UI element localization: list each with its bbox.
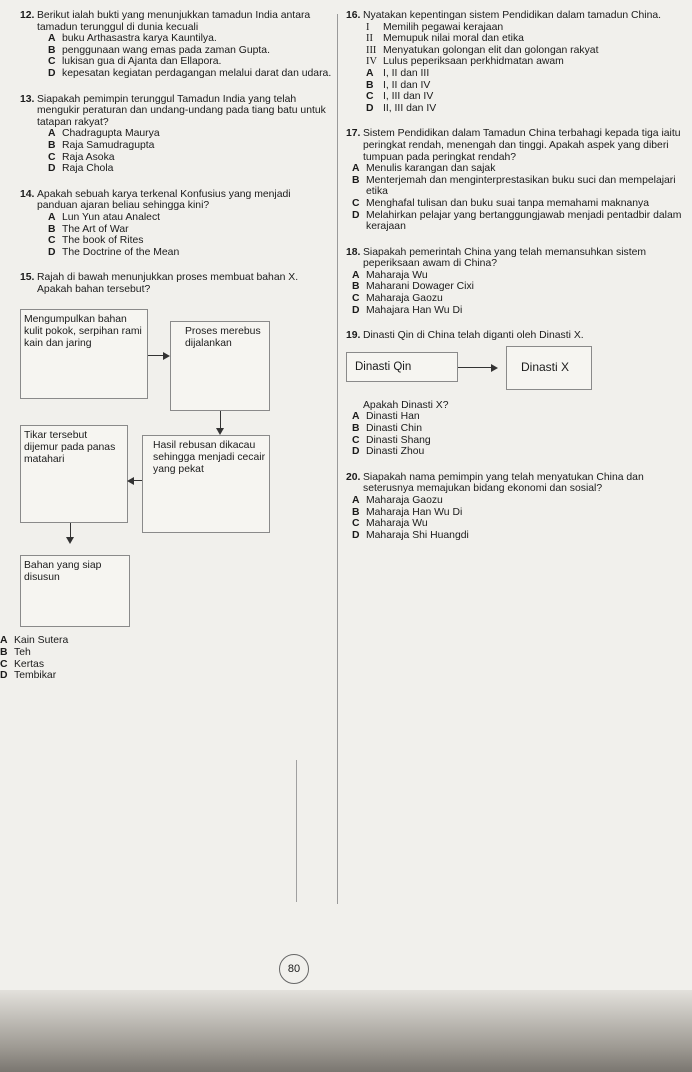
option-c[interactable]: [352, 518, 686, 530]
option-letter: C: [352, 518, 360, 530]
option-letter: A: [48, 33, 56, 45]
question-16: [346, 10, 686, 114]
option-letter: B: [352, 174, 360, 186]
option-text: Dinasti Zhou: [366, 446, 425, 458]
option-text: Maharaja Wu: [366, 269, 428, 281]
option-a[interactable]: [366, 68, 686, 80]
question-number: 18.: [346, 246, 361, 258]
option-text: buku Arthasastra karya Kauntilya.: [62, 33, 217, 45]
option-text: Mahajara Han Wu Di: [366, 304, 463, 316]
arrow-line: [148, 355, 164, 356]
option-d[interactable]: [352, 530, 686, 542]
option-c[interactable]: [48, 56, 332, 68]
option-text: lukisan gua di Ajanta dan Ellapora.: [62, 56, 222, 68]
option-d[interactable]: [352, 210, 686, 233]
option-text: I, II dan III: [383, 67, 430, 79]
option-letter: C: [366, 91, 374, 103]
dynasty-box-x: Dinasti X: [506, 346, 592, 390]
option-letter: D: [352, 304, 360, 316]
sub-question: Apakah Dinasti X?: [363, 399, 449, 411]
process-box-final: Bahan yang siap disusun: [20, 555, 130, 627]
option-a[interactable]: [352, 411, 686, 423]
statement-i: [366, 22, 686, 34]
option-text: Raja Chola: [62, 163, 114, 175]
question-number: 12.: [20, 10, 35, 21]
option-letter: D: [48, 67, 56, 79]
arrow-line: [220, 411, 221, 429]
option-letter: B: [48, 223, 56, 235]
option-letter: D: [366, 102, 374, 114]
option-text: Kertas: [14, 658, 45, 670]
option-letter: C: [352, 197, 360, 209]
option-a[interactable]: [352, 163, 686, 175]
option-letter: C: [48, 151, 56, 163]
option-d[interactable]: [352, 305, 686, 317]
question-text: Sistem Pendidikan dalam Tamadun China terbahagi kepada tiga iaitu peringkat rendah, menengah dan tinggi. Apakah aspek yang diberi tumpuan pada peringkat rendah?: [363, 128, 681, 163]
page-number: 80: [279, 954, 309, 984]
option-text: The book of Rites: [62, 235, 144, 247]
option-letter: A: [352, 163, 360, 175]
divider-line: [296, 760, 297, 902]
statement-number: III: [366, 44, 377, 56]
option-text: Kain Sutera: [14, 635, 69, 647]
process-box-collect: Mengumpulkan bahan kulit pokok, serpihan rami kain dan jaring: [20, 309, 148, 399]
arrow-head: [163, 352, 170, 360]
question-12: [20, 10, 332, 80]
option-letter: D: [352, 446, 360, 458]
question-text: Siapakah nama pemimpin yang telah menyatukan China dan seterusnya memajukan bidang ekonomi dan sosial?: [363, 471, 644, 495]
question-14: [20, 189, 332, 259]
arrow-line: [134, 480, 142, 481]
question-number: 16.: [346, 10, 361, 21]
option-letter: A: [0, 635, 8, 647]
option-text: The Doctrine of the Mean: [62, 246, 180, 258]
question-15: [0, 272, 332, 682]
option-d[interactable]: [352, 446, 686, 458]
option-text: Melahirkan pelajar yang bertanggungjawab menjadi pentadbir dalam kerajaan: [366, 209, 682, 233]
option-text: II, III dan IV: [383, 102, 437, 114]
option-text: Teh: [14, 647, 31, 659]
option-letter: D: [352, 209, 360, 221]
question-text: Apakah sebuah karya terkenal Konfusius yang menjadi panduan ajaran beliau sehingga kini?: [37, 188, 291, 212]
dynasty-diagram: [346, 346, 686, 394]
option-text: I, II dan IV: [383, 79, 431, 91]
option-a[interactable]: [352, 270, 686, 282]
statement-number: II: [366, 33, 373, 45]
statement-text: Lulus peperiksaan perkhidmatan awam: [383, 56, 564, 68]
option-text: Maharani Dowager Cixi: [366, 281, 474, 293]
process-box-dry: Tikar tersebut dijemur pada panas matahari: [20, 425, 128, 523]
process-diagram: [20, 295, 332, 575]
option-text: kepesatan kegiatan perdagangan melalui darat dan udara.: [62, 67, 332, 79]
option-letter: C: [48, 56, 56, 68]
option-letter: C: [48, 235, 56, 247]
option-text: Maharaja Gaozu: [366, 293, 443, 305]
question-number: 15.: [20, 272, 35, 284]
option-letter: B: [352, 423, 360, 435]
arrow-head: [491, 364, 498, 372]
option-b[interactable]: [352, 423, 686, 435]
option-b[interactable]: [48, 140, 332, 152]
option-text: Maharaja Han Wu Di: [366, 506, 463, 518]
statement-number: IV: [366, 56, 377, 68]
option-c[interactable]: [48, 235, 332, 247]
question-13: [20, 94, 332, 175]
option-a[interactable]: [352, 495, 686, 507]
option-letter: B: [352, 506, 360, 518]
question-text: Nyatakan kepentingan sistem Pendidikan dalam tamadun China.: [363, 10, 662, 21]
option-letter: B: [0, 647, 8, 659]
option-letter: A: [352, 269, 360, 281]
option-b[interactable]: [0, 647, 332, 659]
option-letter: A: [48, 211, 56, 223]
arrow-head: [216, 428, 224, 435]
question-19: [346, 330, 686, 458]
question-number: 14.: [20, 188, 35, 200]
option-letter: B: [352, 281, 360, 293]
option-letter: C: [352, 293, 360, 305]
option-c[interactable]: [352, 435, 686, 447]
statement-ii: [366, 33, 686, 45]
right-column: [346, 10, 686, 555]
option-d[interactable]: [48, 163, 332, 175]
page-shadow: [0, 990, 692, 1072]
option-d[interactable]: [366, 103, 686, 115]
statement-text: Memupuk nilai moral dan etika: [383, 33, 524, 45]
option-b[interactable]: [366, 80, 686, 92]
option-letter: A: [48, 128, 56, 140]
option-letter: A: [352, 411, 360, 423]
statement-text: Menyatukan golongan elit dan golongan rakyat: [383, 44, 599, 56]
option-text: Dinasti Chin: [366, 423, 423, 435]
option-text: Dinasti Han: [366, 411, 420, 423]
option-text: penggunaan wang emas pada zaman Gupta.: [62, 44, 270, 56]
dynasty-box-qin: Dinasti Qin: [346, 352, 458, 382]
option-letter: D: [48, 246, 56, 258]
question-text: Dinasti Qin di China telah diganti oleh Dinasti X.: [363, 330, 584, 342]
option-letter: D: [48, 163, 56, 175]
option-letter: A: [366, 67, 374, 79]
option-text: Menterjemah dan menginterprestasikan buku suci dan mempelajari etika: [366, 174, 676, 198]
statement-text: Memilih pegawai kerajaan: [383, 21, 504, 33]
option-letter: D: [0, 670, 8, 682]
option-letter: B: [48, 44, 56, 56]
option-letter: C: [0, 658, 8, 670]
option-text: I, III dan IV: [383, 91, 434, 103]
process-box-boil: Proses merebus dijalankan: [170, 321, 270, 411]
question-17: [346, 128, 686, 232]
option-d[interactable]: [48, 247, 332, 259]
option-d[interactable]: [0, 670, 332, 682]
option-d[interactable]: [48, 68, 332, 80]
question-20: [346, 472, 686, 542]
arrow-head: [66, 537, 74, 544]
option-letter: B: [366, 79, 374, 91]
option-text: Maharaja Gaozu: [366, 495, 443, 506]
arrow-head: [127, 477, 134, 485]
option-b[interactable]: [352, 507, 686, 519]
question-number: 17.: [346, 128, 361, 140]
question-18: [346, 247, 686, 317]
option-c[interactable]: [352, 293, 686, 305]
question-text: Siapakah pemerintah China yang telah memansuhkan sistem peperiksaan awam di China?: [363, 246, 647, 270]
option-text: The Art of War: [62, 223, 129, 235]
question-text: Berikut ialah bukti yang menunjukkan tamadun India antara tamadun terunggul di dunia kecuali: [37, 10, 311, 33]
question-number: 13.: [20, 93, 35, 105]
question-number: 20.: [346, 471, 361, 483]
option-a[interactable]: [48, 33, 332, 45]
column-divider: [337, 14, 338, 904]
option-text: Chadragupta Maurya: [62, 128, 160, 140]
option-c[interactable]: [48, 152, 332, 164]
option-text: Menghafal tulisan dan buku suai tanpa memahami maknanya: [366, 197, 650, 209]
option-a[interactable]: [48, 212, 332, 224]
option-a[interactable]: [0, 635, 332, 647]
option-c[interactable]: [0, 659, 332, 671]
arrow-line: [458, 367, 492, 368]
option-c[interactable]: [366, 91, 686, 103]
statement-iii: [366, 45, 686, 57]
option-b[interactable]: [48, 45, 332, 57]
option-text: Lun Yun atau Analect: [62, 211, 161, 223]
option-b[interactable]: [48, 224, 332, 236]
option-text: Raja Samudragupta: [62, 139, 155, 151]
option-c[interactable]: [352, 198, 686, 210]
left-column: [0, 10, 332, 696]
option-a[interactable]: [48, 128, 332, 140]
statement-iv: [366, 56, 686, 68]
option-text: Dinasti Shang: [366, 434, 431, 446]
option-letter: C: [352, 434, 360, 446]
question-number: 19.: [346, 330, 361, 342]
option-b[interactable]: [352, 281, 686, 293]
process-box-stir: Hasil rebusan dikacau sehingga menjadi cecair yang pekat: [142, 435, 270, 533]
statement-number: I: [366, 21, 370, 33]
option-letter: D: [352, 529, 360, 541]
option-text: Raja Asoka: [62, 151, 115, 163]
option-text: Maharaja Shi Huangdi: [366, 529, 469, 541]
option-text: Tembikar: [14, 670, 57, 682]
question-text: Siapakah pemimpin terunggul Tamadun India yang telah mengukir peraturan dan undang-undang pada tiang batu untuk tatapan rakyat?: [37, 93, 326, 128]
option-text: Menulis karangan dan sajak: [366, 163, 496, 175]
option-letter: B: [48, 139, 56, 151]
question-text: Rajah di bawah menunjukkan proses membuat bahan X. Apakah bahan tersebut?: [37, 272, 299, 295]
option-b[interactable]: [352, 175, 686, 198]
option-letter: A: [352, 495, 360, 506]
option-text: Maharaja Wu: [366, 518, 428, 530]
